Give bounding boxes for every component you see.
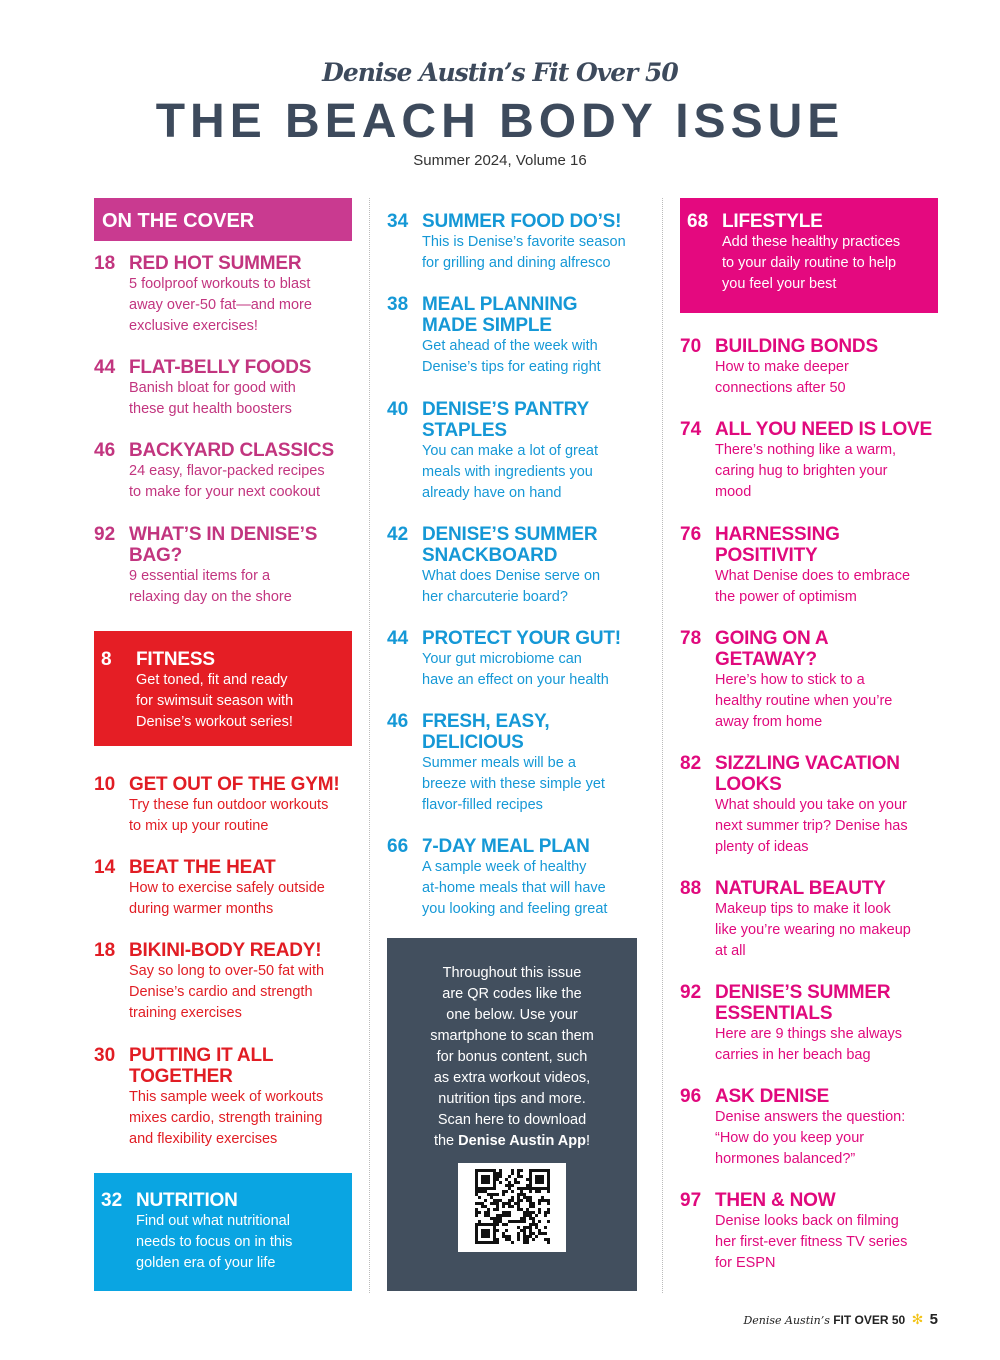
page-number: 74 (680, 419, 702, 440)
entry-title: FLAT-BELLY FOODS (129, 357, 312, 378)
page-number: 92 (680, 982, 702, 1003)
entry-title: LIFESTYLE (722, 211, 823, 232)
page-number: 18 (94, 940, 116, 961)
entry-body (422, 628, 662, 691)
entry-title: GET OUT OF THE GYM! (129, 774, 340, 795)
qr-code[interactable] (458, 1163, 566, 1252)
entry-body (715, 753, 955, 858)
entry-description: Say so long to over-50 fat with (129, 963, 325, 979)
entry-body (129, 357, 369, 420)
entry-title: HARNESSING (715, 524, 840, 545)
entry-description: Denise answers the question: (715, 1109, 906, 1125)
page-number: 66 (387, 836, 409, 857)
entry-body (129, 440, 369, 503)
entry-description: 5 foolproof workouts to blast (129, 276, 311, 292)
entry-description: flavor-filled recipes (422, 797, 543, 813)
entry-body (715, 628, 955, 733)
entry-description: golden era of your life (136, 1255, 276, 1271)
entry-description: plenty of ideas (715, 839, 809, 855)
entry-title: SIZZLING VACATION (715, 753, 900, 774)
entry-description: for swimsuit season with (136, 693, 294, 709)
entry-description: This sample week of workouts (129, 1089, 324, 1105)
entry-title: NATURAL BEAUTY (715, 878, 886, 899)
page-number: 42 (387, 524, 409, 545)
page-number: 68 (687, 211, 709, 232)
page-number: 40 (387, 399, 409, 420)
page-number: 32 (101, 1190, 123, 1211)
entry-title: FITNESS (136, 649, 215, 670)
entry-title: PUTTING IT ALL (129, 1045, 274, 1066)
entry-body (422, 294, 662, 378)
entry-description: carries in her beach bag (715, 1047, 871, 1063)
entry-body (715, 524, 955, 608)
entry-title: SUMMER FOOD DO’S! (422, 211, 622, 232)
entry-description: training exercises (129, 1005, 242, 1021)
page-number: 5 (929, 1311, 938, 1328)
qr-note-line: for bonus content, such (436, 1049, 588, 1065)
page-number: 44 (94, 357, 116, 378)
page-number: 18 (94, 253, 116, 274)
entry-description: hormones balanced?” (715, 1151, 856, 1167)
page-number: 46 (387, 711, 409, 732)
entry-description: during warmer months (129, 901, 274, 917)
qr-note-line (387, 1131, 637, 1152)
entry-description: at-home meals that will have (422, 880, 606, 896)
qr-note-line: nutrition tips and more. (438, 1091, 586, 1107)
entry-description: to make for your next cookout (129, 484, 321, 500)
entry-title: DENISE’S SUMMER (715, 982, 891, 1003)
entry-description: This is Denise’s favorite season (422, 234, 626, 250)
entry-description: away over-50 fat—and more (129, 297, 312, 313)
entry-description: these gut health boosters (129, 401, 292, 417)
page-number: 44 (387, 628, 409, 649)
issue-date: Summer 2024, Volume 16 (413, 152, 587, 169)
page-number: 34 (387, 211, 409, 232)
entry-body (422, 711, 662, 816)
entry-title: DENISE’S SUMMER (422, 524, 598, 545)
entry-body (136, 1190, 376, 1274)
entry-description: at all (715, 943, 746, 959)
page-number: 10 (94, 774, 116, 795)
entry-description: you looking and feeling great (422, 901, 608, 917)
star-icon: ✻ (911, 1311, 924, 1327)
page-number: 46 (94, 440, 116, 461)
entry-description: Here’s how to stick to a (715, 672, 865, 688)
entry-body (422, 524, 662, 608)
on-the-cover-banner (94, 198, 352, 241)
entry-title: MEAL PLANNING (422, 294, 578, 315)
entry-description: have an effect on your health (422, 672, 609, 688)
entry-title: ALL YOU NEED IS LOVE (715, 419, 933, 440)
column-divider (369, 198, 370, 1293)
page-number: 97 (680, 1190, 702, 1211)
entry-description: her charcuterie board? (422, 589, 568, 605)
entry-body (422, 399, 662, 504)
entry-description: Here are 9 things she always (715, 1026, 902, 1042)
entry-body (715, 419, 955, 503)
qr-note-text: the (433, 1133, 459, 1149)
entry-description: the power of optimism (715, 589, 857, 605)
entry-title: GOING ON A (715, 628, 829, 649)
qr-code-note (387, 938, 637, 1291)
entry-description: 24 easy, flavor-packed recipes (129, 463, 325, 479)
qr-note-line: one below. Use your (446, 1007, 578, 1023)
entry-body (129, 253, 369, 337)
entry-description: What Denise does to embrace (715, 568, 911, 584)
page-footer (743, 1311, 938, 1328)
entry-title: TOGETHER (129, 1066, 233, 1087)
entry-body (136, 649, 376, 733)
qr-note-line: Throughout this issue (442, 965, 582, 981)
entry-title: POSITIVITY (715, 545, 818, 566)
qr-note-line: Scan here to download (437, 1112, 587, 1128)
magazine-brand: Denise Austin’s Fit Over 50 (322, 58, 678, 87)
app-name: Denise Austin App (458, 1133, 586, 1149)
page-number: 8 (101, 649, 112, 670)
entry-title: WHAT’S IN DENISE’S (129, 524, 318, 545)
entry-body (715, 1190, 955, 1274)
entry-body (129, 1045, 369, 1150)
entry-description: Summer meals will be a (422, 755, 576, 771)
entry-description: for ESPN (715, 1255, 776, 1271)
entry-description: connections after 50 (715, 380, 846, 396)
entry-description: you feel your best (722, 276, 837, 292)
entry-description: Denise’s tips for eating right (422, 359, 601, 375)
entry-description: Denise’s cardio and strength (129, 984, 313, 1000)
page-number: 38 (387, 294, 409, 315)
entry-title: BUILDING BONDS (715, 336, 878, 357)
entry-title: BACKYARD CLASSICS (129, 440, 334, 461)
entry-body (422, 211, 662, 274)
entry-description: Try these fun outdoor workouts (129, 797, 329, 813)
entry-description: breeze with these simple yet (422, 776, 605, 792)
entry-description: and flexibility exercises (129, 1131, 278, 1147)
qr-note-line: smartphone to scan them (430, 1028, 594, 1044)
entry-description: away from home (715, 714, 823, 730)
entry-description: exclusive exercises! (129, 318, 258, 334)
entry-description: What should you take on your (715, 797, 907, 813)
entry-description: to your daily routine to help (722, 255, 897, 271)
entry-body (129, 524, 369, 608)
page-number: 70 (680, 336, 702, 357)
entry-title: BIKINI-BODY READY! (129, 940, 322, 961)
entry-description: healthy routine when you’re (715, 693, 893, 709)
entry-title: MADE SIMPLE (422, 315, 552, 336)
entry-body (715, 982, 955, 1066)
entry-description: to mix up your routine (129, 818, 269, 834)
page-number: 76 (680, 524, 702, 545)
entry-description: How to exercise safely outside (129, 880, 325, 896)
entry-description: mood (715, 484, 752, 500)
page-number: 96 (680, 1086, 702, 1107)
entry-title: ASK DENISE (715, 1086, 830, 1107)
qr-note-line: as extra workout videos, (433, 1070, 591, 1086)
entry-description: relaxing day on the shore (129, 589, 292, 605)
entry-body (722, 211, 962, 295)
entry-title: SNACKBOARD (422, 545, 558, 566)
entry-body (129, 774, 369, 837)
footer-brand: Denise Austin’s (743, 1314, 830, 1327)
issue-title: THE BEACH BODY ISSUE (155, 95, 845, 148)
entry-description: Add these healthy practices (722, 234, 901, 250)
entry-description: What does Denise serve on (422, 568, 601, 584)
entry-title: BEAT THE HEAT (129, 857, 276, 878)
entry-description: Get toned, fit and ready (136, 672, 288, 688)
entry-description: 9 essential items for a (129, 568, 271, 584)
entry-title: RED HOT SUMMER (129, 253, 302, 274)
entry-title: PROTECT YOUR GUT! (422, 628, 621, 649)
entry-description: A sample week of healthy (422, 859, 587, 875)
entry-description: Denise looks back on filming (715, 1213, 899, 1229)
entry-description: her first-ever fitness TV series (715, 1234, 908, 1250)
entry-description: mixes cardio, strength training (129, 1110, 323, 1126)
page-number: 88 (680, 878, 702, 899)
page-number: 78 (680, 628, 702, 649)
entry-description: Your gut microbiome can (422, 651, 582, 667)
entry-description: You can make a lot of great (422, 443, 598, 459)
entry-description: Banish bloat for good with (129, 380, 296, 396)
page-number: 92 (94, 524, 116, 545)
entry-description: “How do you keep your (715, 1130, 865, 1146)
qr-note-line: are QR codes like the (442, 986, 582, 1002)
entry-description: next summer trip? Denise has (715, 818, 908, 834)
entry-body (715, 336, 955, 399)
entry-description: Get ahead of the week with (422, 338, 598, 354)
entry-description: Find out what nutritional (136, 1213, 290, 1229)
entry-title: 7-DAY MEAL PLAN (422, 836, 590, 857)
entry-description: Makeup tips to make it look (715, 901, 891, 917)
entry-title: LOOKS (715, 774, 782, 795)
entry-description: for grilling and dining alfresco (422, 255, 611, 271)
page-number: 82 (680, 753, 702, 774)
entry-title: THEN & NOW (715, 1190, 836, 1211)
on-the-cover-label: ON THE COVER (102, 210, 255, 232)
entry-description: like you’re wearing no makeup (715, 922, 911, 938)
entry-title: GETAWAY? (715, 649, 817, 670)
entry-description: Denise’s workout series! (136, 714, 293, 730)
page-number: 30 (94, 1045, 116, 1066)
footer-magazine: FIT OVER 50 (833, 1313, 906, 1327)
entry-body (422, 836, 662, 920)
entry-description: How to make deeper (715, 359, 849, 375)
entry-title: BAG? (129, 545, 183, 566)
entry-title: NUTRITION (136, 1190, 238, 1211)
entry-title: DENISE’S PANTRY (422, 399, 589, 420)
column-divider (662, 198, 663, 1293)
entry-body (129, 940, 369, 1024)
entry-description: caring hug to brighten your (715, 463, 888, 479)
entry-description: already have on hand (422, 485, 562, 501)
entry-description: needs to focus on in this (136, 1234, 293, 1250)
page-number: 14 (94, 857, 116, 878)
entry-body (129, 857, 369, 920)
entry-body (715, 878, 955, 962)
entry-description: meals with ingredients you (422, 464, 593, 480)
entry-body (715, 1086, 955, 1170)
entry-title: STAPLES (422, 420, 507, 441)
entry-description: There’s nothing like a warm, (715, 442, 897, 458)
entry-title: FRESH, EASY, (422, 711, 550, 732)
entry-title: ESSENTIALS (715, 1003, 833, 1024)
qr-note-text: ! (585, 1133, 591, 1149)
entry-title: DELICIOUS (422, 732, 524, 753)
